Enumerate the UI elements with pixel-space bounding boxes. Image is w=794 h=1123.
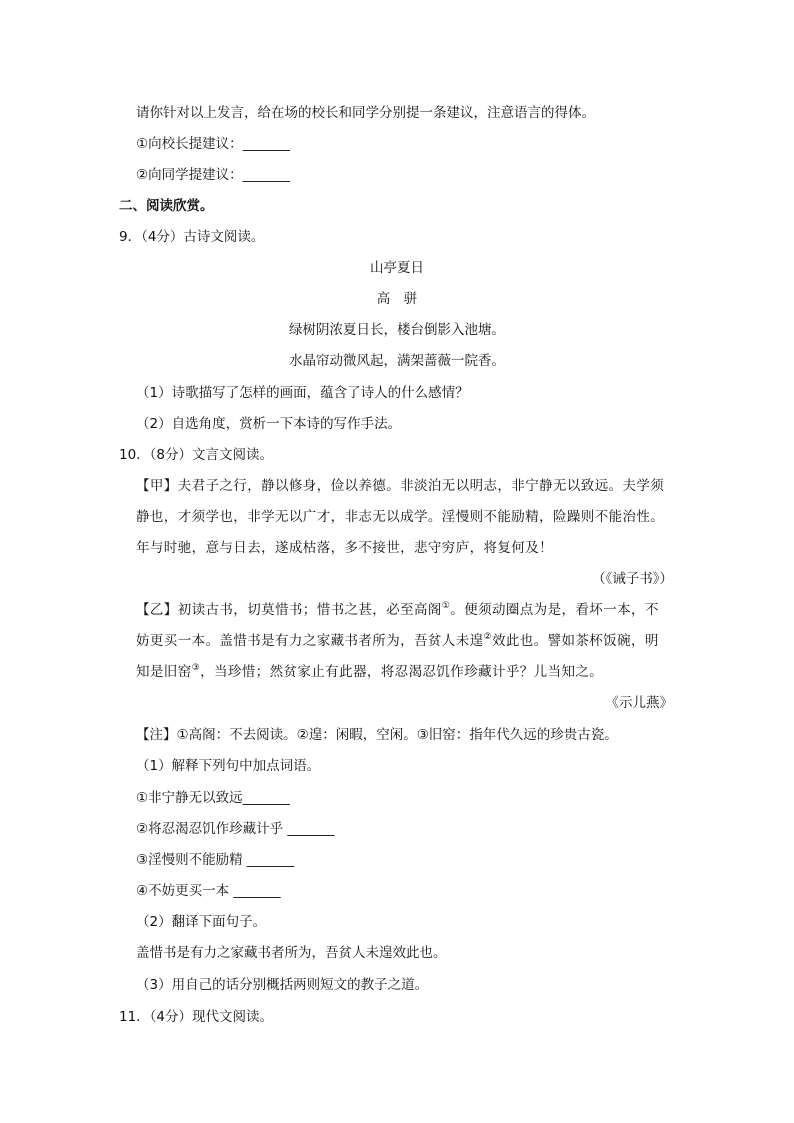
yi-line-1-b: 。便须动圈点为是，看坏一本，不 [450,602,659,618]
translate-sentence: 盖惜书是有力之家藏书者所为，吾贫人未遑效此也。 [136,945,447,961]
passage-yi-line-3 [136,663,603,681]
q11-header: 11．（4分）现代文阅读。 [119,1009,274,1025]
yi-line-2-a: 妨更买一本。盖惜书是有力之家藏书者所为，吾贫人未遑 [136,633,484,649]
passage-jia-line-2: 静也，才须学也，非学无以广才，非志无以成学。淫慢则不能励精，险躁则不能治性。 [136,509,665,525]
section-title: 二、阅读欣赏。 [119,198,214,214]
yi-line-2-b: 效此也。譬如茶杯饭碗，明 [491,633,659,649]
passage-jia-line-3: 年与时驰，意与日去，遂成枯落，多不接世，悲守穷庐，将复何及！ [136,540,553,556]
passage-jia-source: （《诫子书》） [592,571,673,587]
q10-sub-question-3: （3）用自己的话分别概括两则短文的教子之道。 [136,977,429,993]
passage-note: 【注】①高阁：不去阅读。②遑：闲暇，空闲。③旧窑：指年代久远的珍贵古瓷。 [136,727,618,743]
footnote-mark-3: ③ [191,663,201,673]
poem-title: 山亭夏日 [370,260,424,276]
passage-yi-line-1 [136,601,659,619]
poem-line-1: 绿树阴浓夏日长，楼台倒影入池塘。 [289,322,505,338]
q10-sub-question-1: （1）解释下列句中加点词语。 [136,758,321,774]
q9-sub-question-2: （2）自选角度，赏析一下本诗的写作手法。 [136,416,402,432]
passage-yi-line-2 [136,632,659,650]
poem-author: 高 骈 [376,291,418,307]
yi-line-3-b: ，当珍惜；然贫家止有此器，将忍渴忍饥作珍藏计乎？儿当知之。 [200,664,604,680]
yi-line-1-a: 【乙】初读古书，切莫惜书；惜书之甚，必至高阁 [136,602,442,618]
passage-yi-source: 《示儿燕》 [605,695,673,711]
q9-header: 9．（4分）古诗文阅读。 [119,229,265,245]
poem-line-2: 水晶帘动微风起，满架蔷薇一院香。 [289,353,505,369]
word-item-2: ②将忍渴忍饥作珍藏计乎 _______ [136,821,335,837]
word-item-4: ④不妨更买一本 _______ [136,883,281,899]
q10-sub-question-2: （2）翻译下面句子。 [136,914,267,930]
q8-item-principal: ①向校长提建议：_______ [136,136,290,152]
q10-header: 10．（8分）文言文阅读。 [119,447,274,463]
q8-item-classmate: ②向同学提建议：_______ [136,167,290,183]
word-item-3: ③淫慢则不能励精 _______ [136,852,295,868]
passage-jia-line-1: 【甲】夫君子之行，静以修身，俭以养德。非淡泊无以明志，非宁静无以致远。夫学须 [136,478,665,494]
q8-instruction: 请你针对以上发言，给在场的校长和同学分别提一条建议，注意语言的得体。 [136,105,595,121]
q9-sub-question-1: （1）诗歌描写了怎样的画面，蕴含了诗人的什么感情？ [136,385,469,401]
word-item-1: ①非宁静无以致远_______ [136,790,290,806]
footnote-mark-1: ① [441,601,451,611]
footnote-mark-2: ② [483,632,492,642]
yi-line-3-a: 知是旧窑 [136,664,192,680]
